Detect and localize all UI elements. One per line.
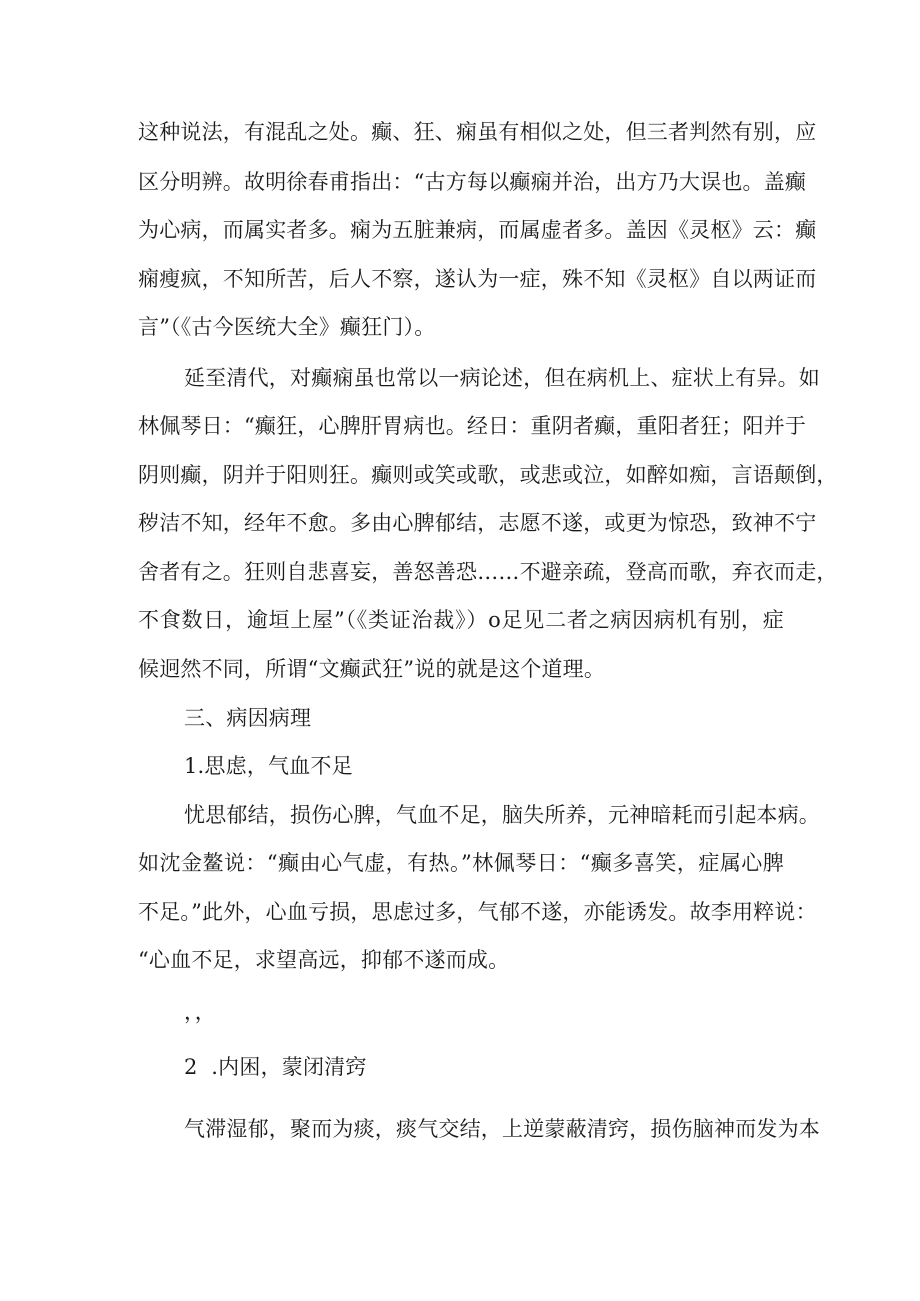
body-text-line: 舍者有之。狂则自悲喜妄，善怒善恐……不避亲疏，登高而歌，弃衣而走， (138, 560, 838, 584)
body-text-line: 不足。”此外，心血亏损，思虑过多，气郁不遂，亦能诱发。故李用粹说： (138, 900, 817, 924)
body-text-line: 如沈金鳌说：“癫由心气虚，有热。”林佩琴日：“癫多喜笑，症属心脾 (138, 851, 784, 875)
body-text-line: 秽洁不知，经年不愈。多由心脾郁结，志愿不遂，或更为惊恐，致神不宁 (138, 511, 817, 535)
body-text-line: 为心病，而属实者多。痫为五脏兼病，而属虚者多。盖因《灵枢》云：癫 (138, 218, 817, 242)
body-text-line: 阴则癫，阴并于阳则狂。癫则或笑或歌，或悲或泣，如醉如痴，言语颠倒， (138, 463, 838, 487)
section-heading: 三、病因病理 (184, 706, 312, 730)
body-text-line: 这种说法，有混乱之处。癫、狂、痫虽有相似之处，但三者判然有别，应 (138, 120, 817, 144)
subsection-heading: 2 .内困，蒙闭清窍 (184, 1055, 367, 1079)
body-text-line: 忧思郁结，损伤心脾，气血不足，脑失所养，元神暗耗而引起本病。 (184, 803, 820, 827)
body-text-line: “心血不足，求望高远，抑郁不遂而成。 (138, 948, 510, 972)
body-text-line: 气滞湿郁，聚而为痰，痰气交结，上逆蒙蔽清窍，损伤脑神而发为本 (184, 1117, 820, 1141)
body-text-line: 延至清代，对癫痫虽也常以一病论述，但在病机上、症状上有异。如 (184, 366, 820, 390)
body-text-line: 候迥然不同，所谓“文癫武狂”说的就是这个道理。 (138, 657, 606, 681)
body-text-line: 言”（《古今医统大全》癫狂门）。 (138, 315, 436, 339)
stray-punctuation: ，， (184, 1000, 216, 1024)
body-text-line: 林佩琴日：“癫狂，心脾肝胃病也。经日：重阴者癫，重阳者狂；阳并于 (138, 414, 807, 438)
body-text-line: 区分明辨。故明徐春甫指出：“古方每以癫痫并治，出方乃大误也。盖癫 (138, 170, 807, 194)
body-text-line: 痫瘦疯，不知所苦，后人不察，遂认为一症，殊不知《灵枢》自以两证而 (138, 267, 817, 291)
body-text-line: 不食数日，逾垣上屋”（《类证治裁》）o足见二者之病因病机有别，症 (138, 608, 784, 632)
subsection-heading: 1.思虑，气血不足 (184, 754, 353, 778)
